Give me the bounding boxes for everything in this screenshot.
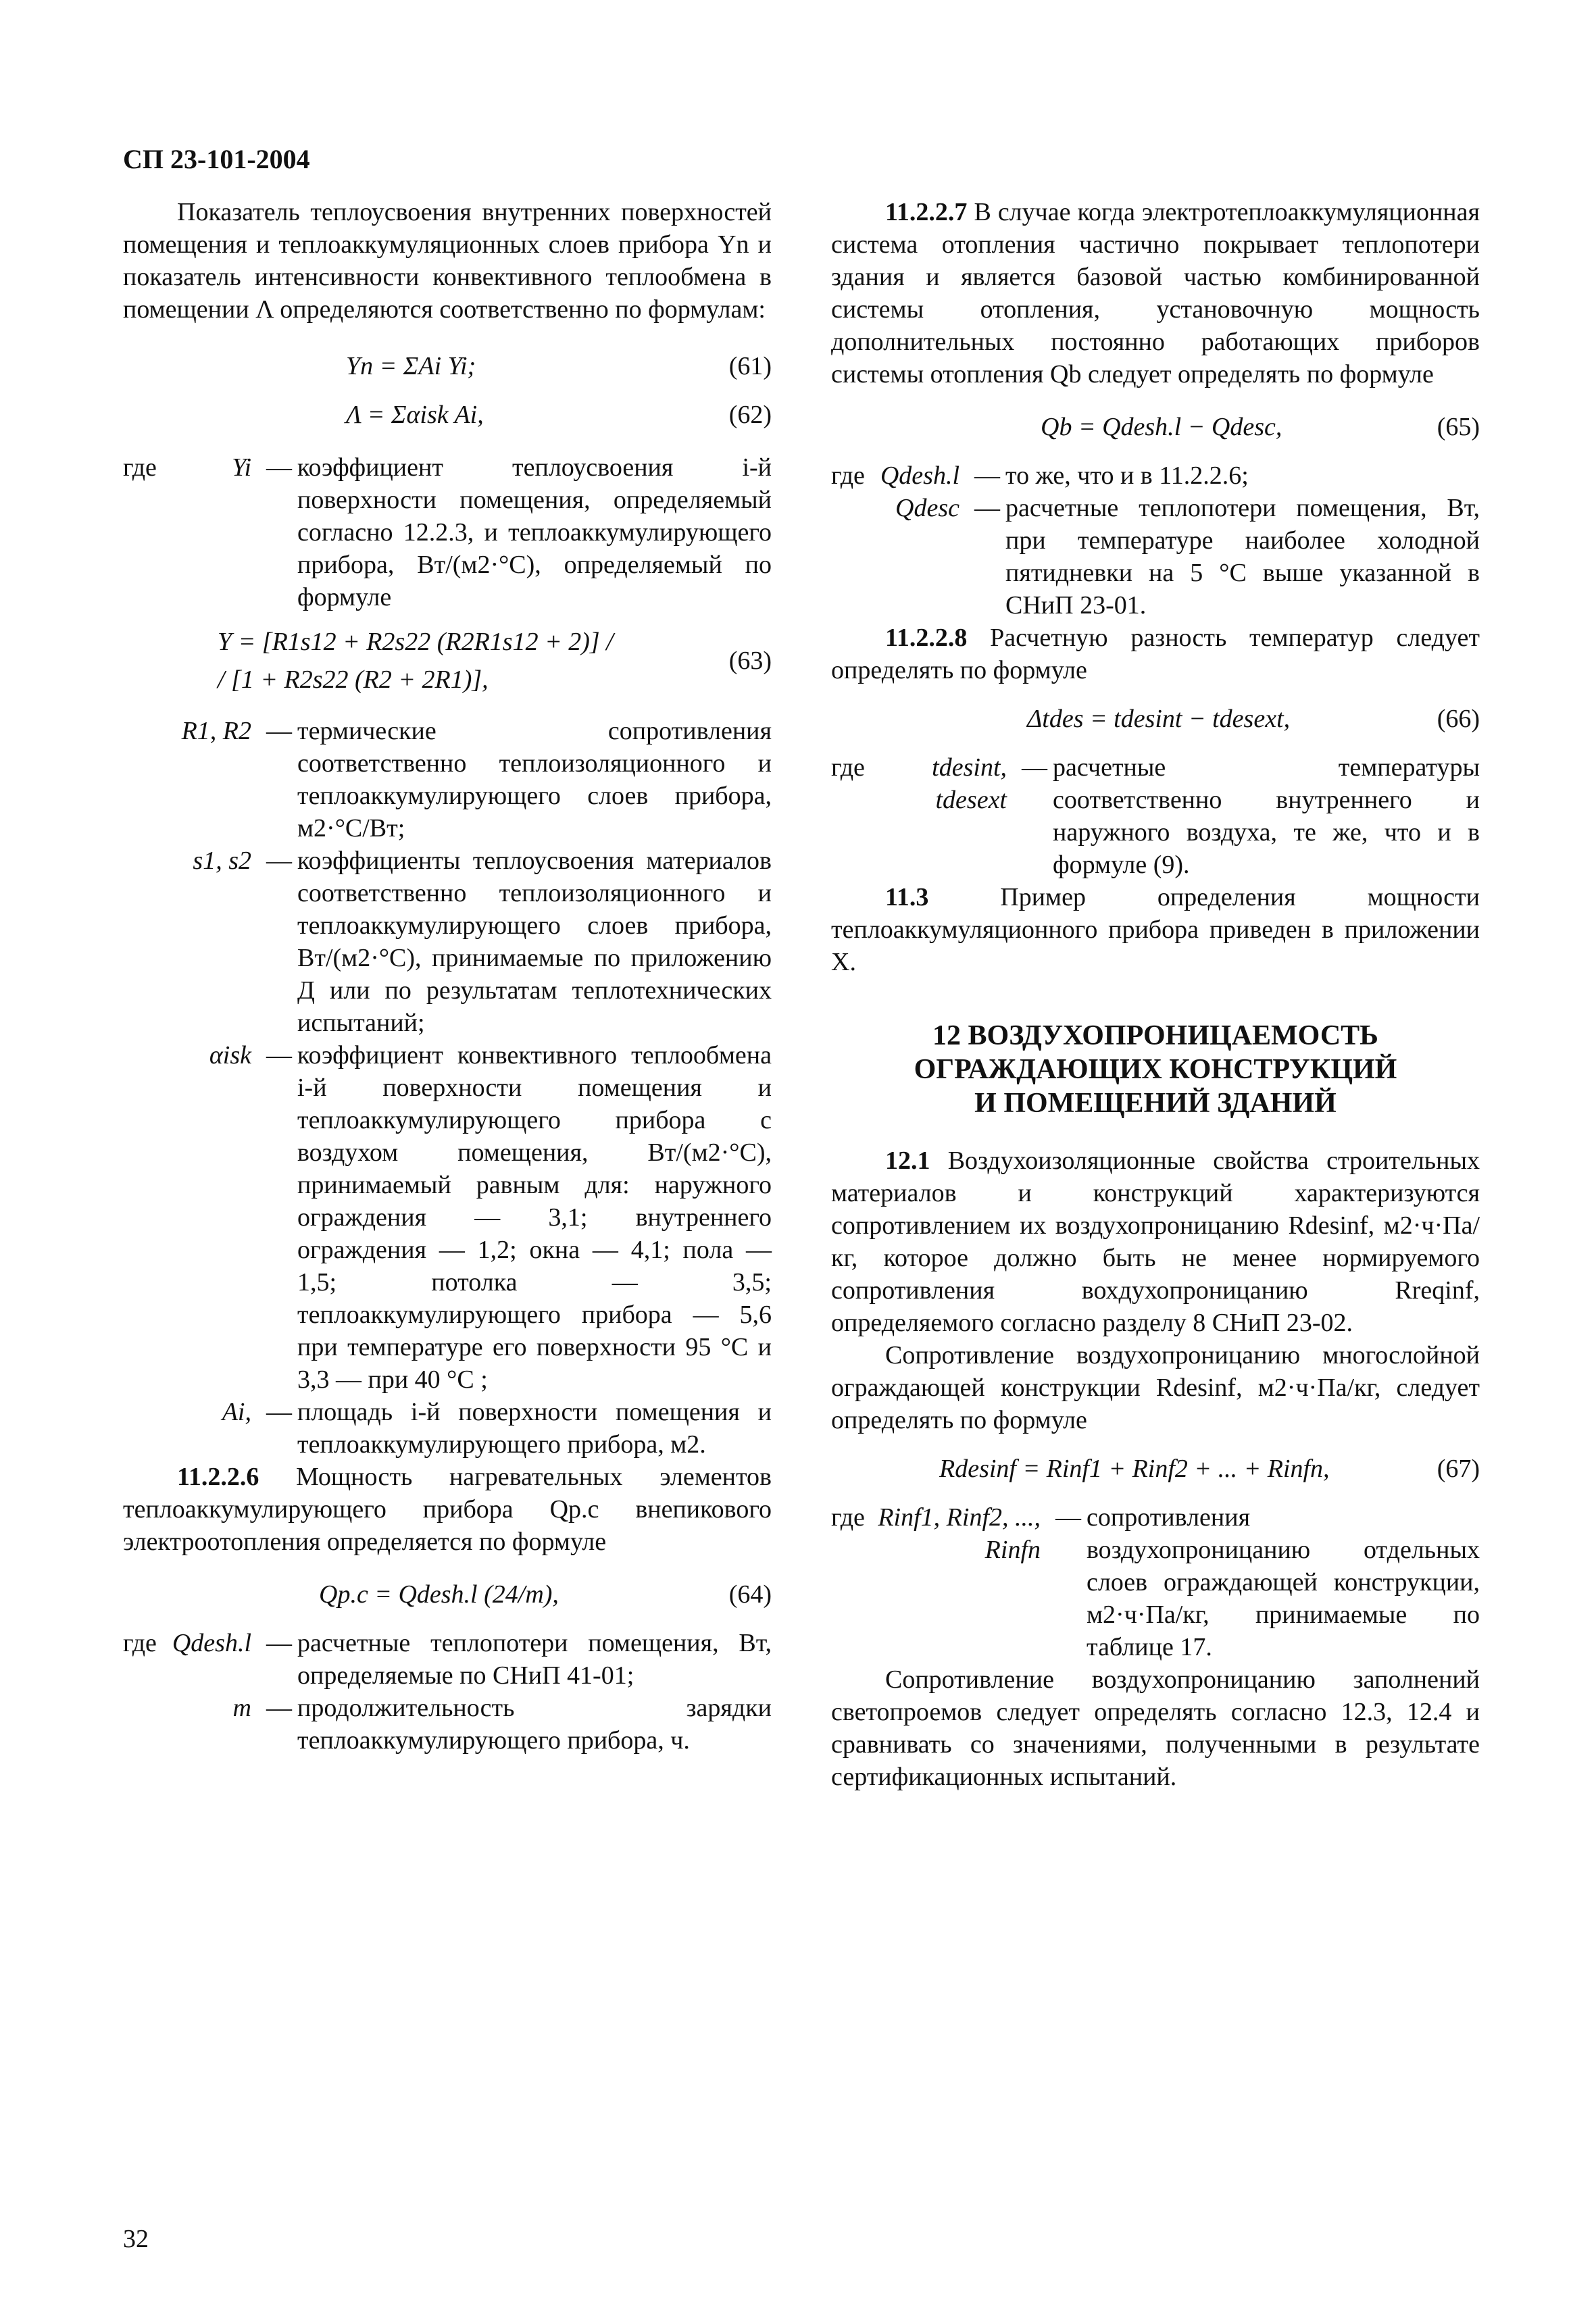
definition-item: s1, s2 — коэффициенты теплоусвоения материалов соответственно теплоизоляционного и теплоаккумулирующего слоев прибора, Вт/(м2·°С), принимаемые по приложению Д или по результатам теплотехнических испытаний; [123,845,772,1039]
formula-65 [831,411,1480,459]
definition-text: коэффициент конвективного теплообмена i-й поверхности помещения и теплоаккумулирующего прибора с воздухом помещения, Вт/(м2·°С), принимаемый равным для: наружного ограждения — 3,1; внутреннего ограждения — 1,2; окна — 4,1; пола — 1,5; потолка — 3,5; теплоаккумулирующего прибора — 5,6 при температуре его поверхности 95 °С и 3,3 — при 40 °С ; [297,1041,772,1394]
section-11-2-2-7 [831,196,1480,391]
formula-63-number: (63) [728,647,772,675]
formula-66 [831,703,1480,751]
definition-item: где tdesint, tdesext — расчетные температуры соответственно внутреннего и наружного воздуха, те же, что и в формуле (9). [831,751,1480,881]
definition-item: где Yi — коэффициент теплоусвоения i-й поверхности помещения, определяемый согласно 12.2.3, и теплоаккумулирующего прибора, Вт/(м2·°С), определяемый по формуле [123,451,772,613]
right-column [831,196,1480,1793]
formula-64-number: (64) [728,1580,772,1609]
heading-line: ОГРАЖДАЮЩИХ КОНСТРУКЦИЙ [914,1054,1397,1085]
definition-text: расчетные теплопотери помещения, Вт, определяемые по СНиП 41-01; [297,1629,772,1690]
definition-symbol: Yi [232,453,251,482]
clause-text: В случае когда электротеплоаккумуляционная система отопления частично покрывает теплопотери здания и является базовой частью комбинированной системы отопления, установочную мощность дополнительных постоянно работающих приборов системы отопления Qb следует определять по формуле [831,198,1480,388]
where-word: где [123,453,157,482]
definition-symbol: s1, s2 [193,847,251,875]
formula-65-expression: Qb = Qdesh.l − Qdesc, [1041,413,1282,441]
definition-text: коэффициент теплоусвоения i-й поверхности помещения, определяемый согласно 12.2.3, и теплоаккумулирующего прибора, Вт/(м2·°С), определяемый по формуле [297,453,772,611]
multilayer-paragraph: Сопротивление воздухопроницанию многослойной ограждающей конструкции Rdesinf, м2·ч·Па/кг, следует определять по формуле [831,1341,1480,1434]
definition-text: продолжительность зарядки теплоаккумулирующего прибора, ч. [297,1694,772,1755]
definition-symbol: tdesint, tdesext [932,753,1007,814]
formula-62 [123,399,772,447]
formula-63-line2: / [1 + R2s22 (R2 + 2R1)], [218,665,489,694]
definition-symbol: Qdesh.l [880,461,959,490]
definition-text: коэффициенты теплоусвоения материалов соответственно теплоизоляционного и теплоаккумулирующего слоев прибора, Вт/(м2·°С), принимаемые по приложению Д или по результатам теплотехнических испытаний; [297,847,772,1037]
where-word: где [831,1503,865,1532]
definition-symbol: αisk [209,1041,251,1070]
section-heading [831,1019,1480,1120]
section-11-3 [831,881,1480,978]
definition-symbol: Qdesc [895,494,959,522]
definitions-65 [831,459,1480,622]
definition-symbol: Rinf1, Rinf2, ..., Rinfn [878,1503,1041,1564]
definition-symbol: Qdesh.l [172,1629,251,1657]
clause-text: Мощность нагревательных элементов теплоаккумулирующего прибора Qp.c внепикового электроотопления определяется по формуле [123,1463,772,1556]
heading-line: 12 ВОЗДУХОПРОНИЦАЕМОСТЬ [932,1020,1378,1051]
definition-item: Qdesc — расчетные теплопотери помещения, Вт, при температуре наиболее холодной пятидневки на 5 °С выше указанной в СНиП 23-01. [831,492,1480,622]
definitions-67 [831,1501,1480,1663]
clause-number: 11.2.2.6 [177,1463,259,1491]
definition-symbol: Ai, [222,1398,251,1426]
formula-62-number: (62) [728,401,772,429]
definition-item: где Rinf1, Rinf2, ..., Rinfn — сопротивления воздухопроницанию отдельных слоев ограждающей конструкции, м2·ч·Па/кг, принимаемые по таблице 17. [831,1501,1480,1663]
definitions-66 [831,751,1480,881]
definition-item: где Qdesh.l — то же, что и в 11.2.2.6; [831,459,1480,492]
formula-61-expression: Yn = ΣAi Yi; [346,352,476,380]
definition-item: αisk — коэффициент конвективного теплообмена i-й поверхности помещения и теплоаккумулирующего прибора с воздухом помещения, Вт/(м2·°С), принимаемый равным для: наружного ограждения — 3,1; внутреннего ограждения — 1,2; окна — 4,1; пола — 1,5; потолка — 3,5; теплоаккумулирующего прибора — 5,6 при температуре его поверхности 95 °С и 3,3 — при 40 °С ; [123,1039,772,1396]
definition-item: Ai, — площадь i-й поверхности помещения и теплоаккумулирующего прибора, м2. [123,1396,772,1461]
page-header: СП 23-101-2004 [123,144,310,174]
definitions-64 [123,1627,772,1757]
definition-text: расчетные теплопотери помещения, Вт, при температуре наиболее холодной пятидневки на 5 °С выше указанной в СНиП 23-01. [1005,494,1480,620]
where-word: где [831,753,865,782]
formula-61 [123,350,772,399]
clause-number: 12.1 [885,1147,930,1175]
formula-65-number: (65) [1437,413,1480,441]
clause-number: 11.2.2.7 [885,198,968,226]
formula-61-number: (61) [728,352,772,380]
heading-line: И ПОМЕЩЕНИЙ ЗДАНИЙ [974,1088,1337,1119]
where-word: где [831,461,865,490]
clause-text: Расчетную разность температур следует определять по формуле [831,624,1480,684]
left-column [123,196,772,1757]
section-11-2-2-8 [831,622,1480,686]
formula-63 [123,626,772,707]
definition-text: термические сопротивления соответственно теплоизоляционного и теплоаккумулирующего слоев прибора, м2·°С/Вт; [297,717,772,842]
definition-text: сопротивления воздухопроницанию отдельных слоев ограждающей конструкции, м2·ч·Па/кг, принимаемые по таблице 17. [1087,1503,1480,1661]
last-paragraph: Сопротивление воздухопроницанию заполнений светопроемов следует определять согласно 12.3, 12.4 и сравнивать со значениями, полученными в результате сертификационных испытаний. [831,1665,1480,1791]
formula-67 [831,1453,1480,1501]
definition-text: площадь i-й поверхности помещения и теплоаккумулирующего прибора, м2. [297,1398,772,1459]
definition-item: R1, R2 — термические сопротивления соответственно теплоизоляционного и теплоаккумулирующего слоев прибора, м2·°С/Вт; [123,715,772,845]
formula-64 [123,1578,772,1627]
clause-number: 11.2.2.8 [885,624,968,652]
formula-63-line1: Y = [R1s12 + R2s22 (R2R1s12 + 2)] / [218,628,614,656]
where-word: где [123,1629,157,1657]
definition-text: то же, что и в 11.2.2.6; [1005,461,1249,490]
page-number: 32 [123,2225,149,2253]
clause-text: Воздухоизоляционные свойства строительных материалов и конструкций характеризуются сопротивлением их воздухопроницанию Rdesinf, м2·ч·Па/кг, которое должно быть не менее нормируемого сопротивления вохдухопроницанию Rreqinf, определяемого согласно разделу 8 СНиП 23-02. [831,1147,1480,1337]
formula-67-expression: Rdesinf = Rinf1 + Rinf2 + ... + Rinfn, [939,1455,1330,1483]
formula-67-number: (67) [1437,1455,1480,1483]
section-11-2-2-6 [123,1461,772,1558]
formula-66-expression: Δtdes = tdesint − tdesext, [1027,705,1291,733]
clause-text: Пример определения мощности теплоаккумуляционного прибора приведен в приложении Х. [831,883,1480,976]
section-12-1 [831,1145,1480,1339]
clause-number: 11.3 [885,883,929,911]
definition-symbol: m [232,1694,251,1722]
definitions-yi [123,451,772,613]
definitions-63 [123,715,772,1461]
definition-item: m — продолжительность зарядки теплоаккумулирующего прибора, ч. [123,1692,772,1757]
formula-66-number: (66) [1437,705,1480,733]
definition-item: где Qdesh.l — расчетные теплопотери помещения, Вт, определяемые по СНиП 41-01; [123,1627,772,1692]
definition-text: расчетные температуры соответственно внутреннего и наружного воздуха, те же, что и в формуле (9). [1053,753,1480,879]
definition-symbol: R1, R2 [181,717,251,745]
intro-paragraph: Показатель теплоусвоения внутренних поверхностей помещения и теплоаккумуляционных слоев прибора Yn и показатель интенсивности конвективного теплообмена в помещении Λ определяются соответственно по формулам: [123,198,772,324]
formula-62-expression: Λ = Σαisk Ai, [346,401,484,429]
formula-64-expression: Qp.c = Qdesh.l (24/m), [319,1580,559,1609]
